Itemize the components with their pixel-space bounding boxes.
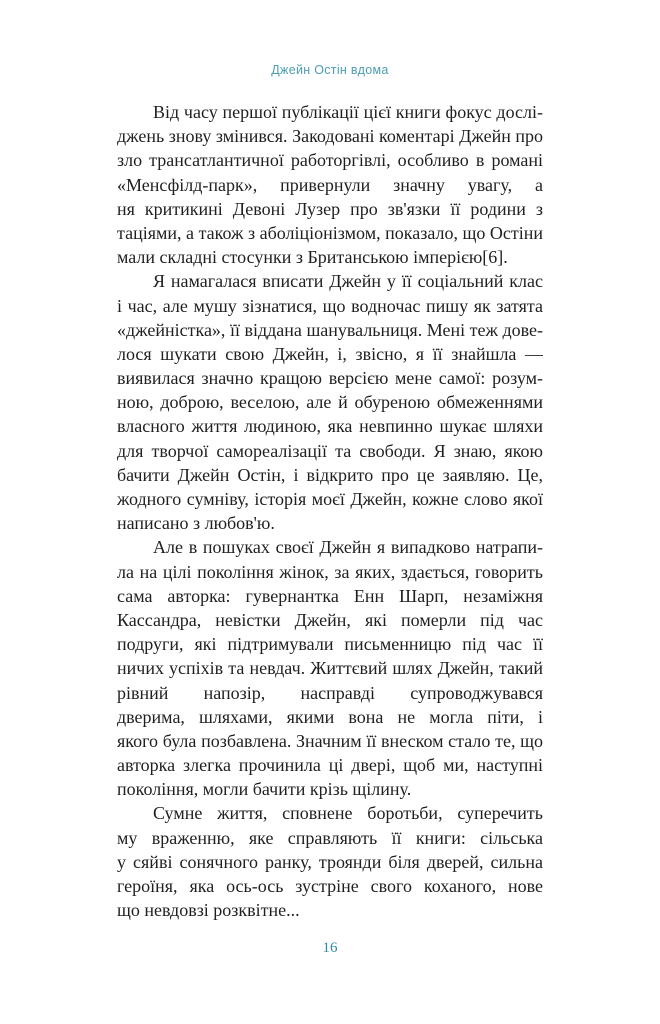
text-line: подруги, які підтримували письменницю під час її: [117, 634, 543, 655]
page-number: 16: [322, 940, 338, 956]
text-line: «Менсфілд-парк», привернули значну увагу, а: [117, 174, 543, 195]
text-line: якого була позбавлена. Значним її внеском стало те, що: [117, 730, 543, 751]
text-line: рівний напозір, насправді супроводжувався: [117, 682, 543, 703]
text-line: авторка злегка прочинила ці двері, щоб ми, наступні: [117, 755, 543, 776]
text-line: у сяйві сонячного ранку, троянди біля дверей, сильна: [117, 851, 543, 872]
text-line: Але в пошуках своєї Джейн я випадково натрапи-: [153, 537, 543, 558]
text-line: сама авторка: гувернантка Енн Шарп, незаміжня: [117, 585, 543, 606]
body-text: [117, 100, 543, 922]
text-line: Кассандра, невістки Джейн, які померли під час: [117, 609, 543, 630]
text-line: «джейністка», її віддана шанувальниця. Мені теж дове-: [117, 319, 543, 340]
text-line: жодного сумніву, історія моєї Джейн, кожне слово якої: [117, 489, 543, 509]
text-line: ня критикині Девоні Лузер про зв'язки її родини з: [117, 198, 543, 219]
text-line: ничих успіхів та невдач. Життєвий шлях Джейн, такий: [117, 658, 543, 679]
paragraph: [117, 269, 543, 535]
text-line: таціями, а також з аболіціонізмом, показало, що Остіни: [117, 222, 543, 243]
paragraph: [117, 535, 543, 801]
text-line: написано з любов'ю.: [117, 513, 275, 534]
text-line: покоління, могли бачити крізь щілину.: [117, 779, 412, 800]
text-line: що невдовзі розквітне...: [117, 900, 300, 921]
text-line: героїня, яка ось-ось зустріне свого коханого, нове: [117, 876, 543, 896]
running-header: Джейн Остін вдома: [271, 63, 389, 77]
text-line: зло трансатлантичної работоргівлі, особливо в романі: [117, 150, 543, 171]
text-line: бачити Джейн Остін, і відкрито про це заявляю. Це,: [117, 464, 543, 485]
text-line: му враженню, яке справляють її книги: сільська: [117, 827, 543, 848]
text-line: ною, доброю, веселою, але й обуреною обмеженнями: [117, 392, 543, 413]
text-line: Від часу першої публікації цієї книги фокус дослі-: [153, 102, 543, 122]
text-line: власного життя людиною, яка невпинно шукає шляхи: [117, 416, 543, 437]
paragraph: [117, 100, 543, 269]
text-line: ла на цілі покоління жінок, за яких, здається, говорить: [117, 561, 543, 582]
text-line: мали складні стосунки з Британською імперією[6].: [117, 247, 508, 268]
text-line: Я намагалася вписати Джейн у її соціальний клас: [153, 271, 543, 292]
text-line: для творчої самореалізації та свободи. Я знаю, якою: [117, 440, 543, 461]
text-line: Сумне життя, сповнене боротьби, суперечить: [153, 803, 543, 824]
text-line: і час, але мушу зізнатися, що водночас пишу як затята: [117, 295, 543, 316]
paragraph: [117, 801, 543, 922]
text-line: виявилася значно кращою версією мене самої: розум-: [117, 368, 543, 389]
text-line: джень знову змінився. Закодовані коментарі Джейн про: [117, 126, 543, 147]
text-line: дверима, шляхами, якими вона не могла піти, і: [117, 706, 543, 727]
text-line: лося шукати свою Джейн, і, звісно, я її знайшла —: [117, 343, 543, 364]
